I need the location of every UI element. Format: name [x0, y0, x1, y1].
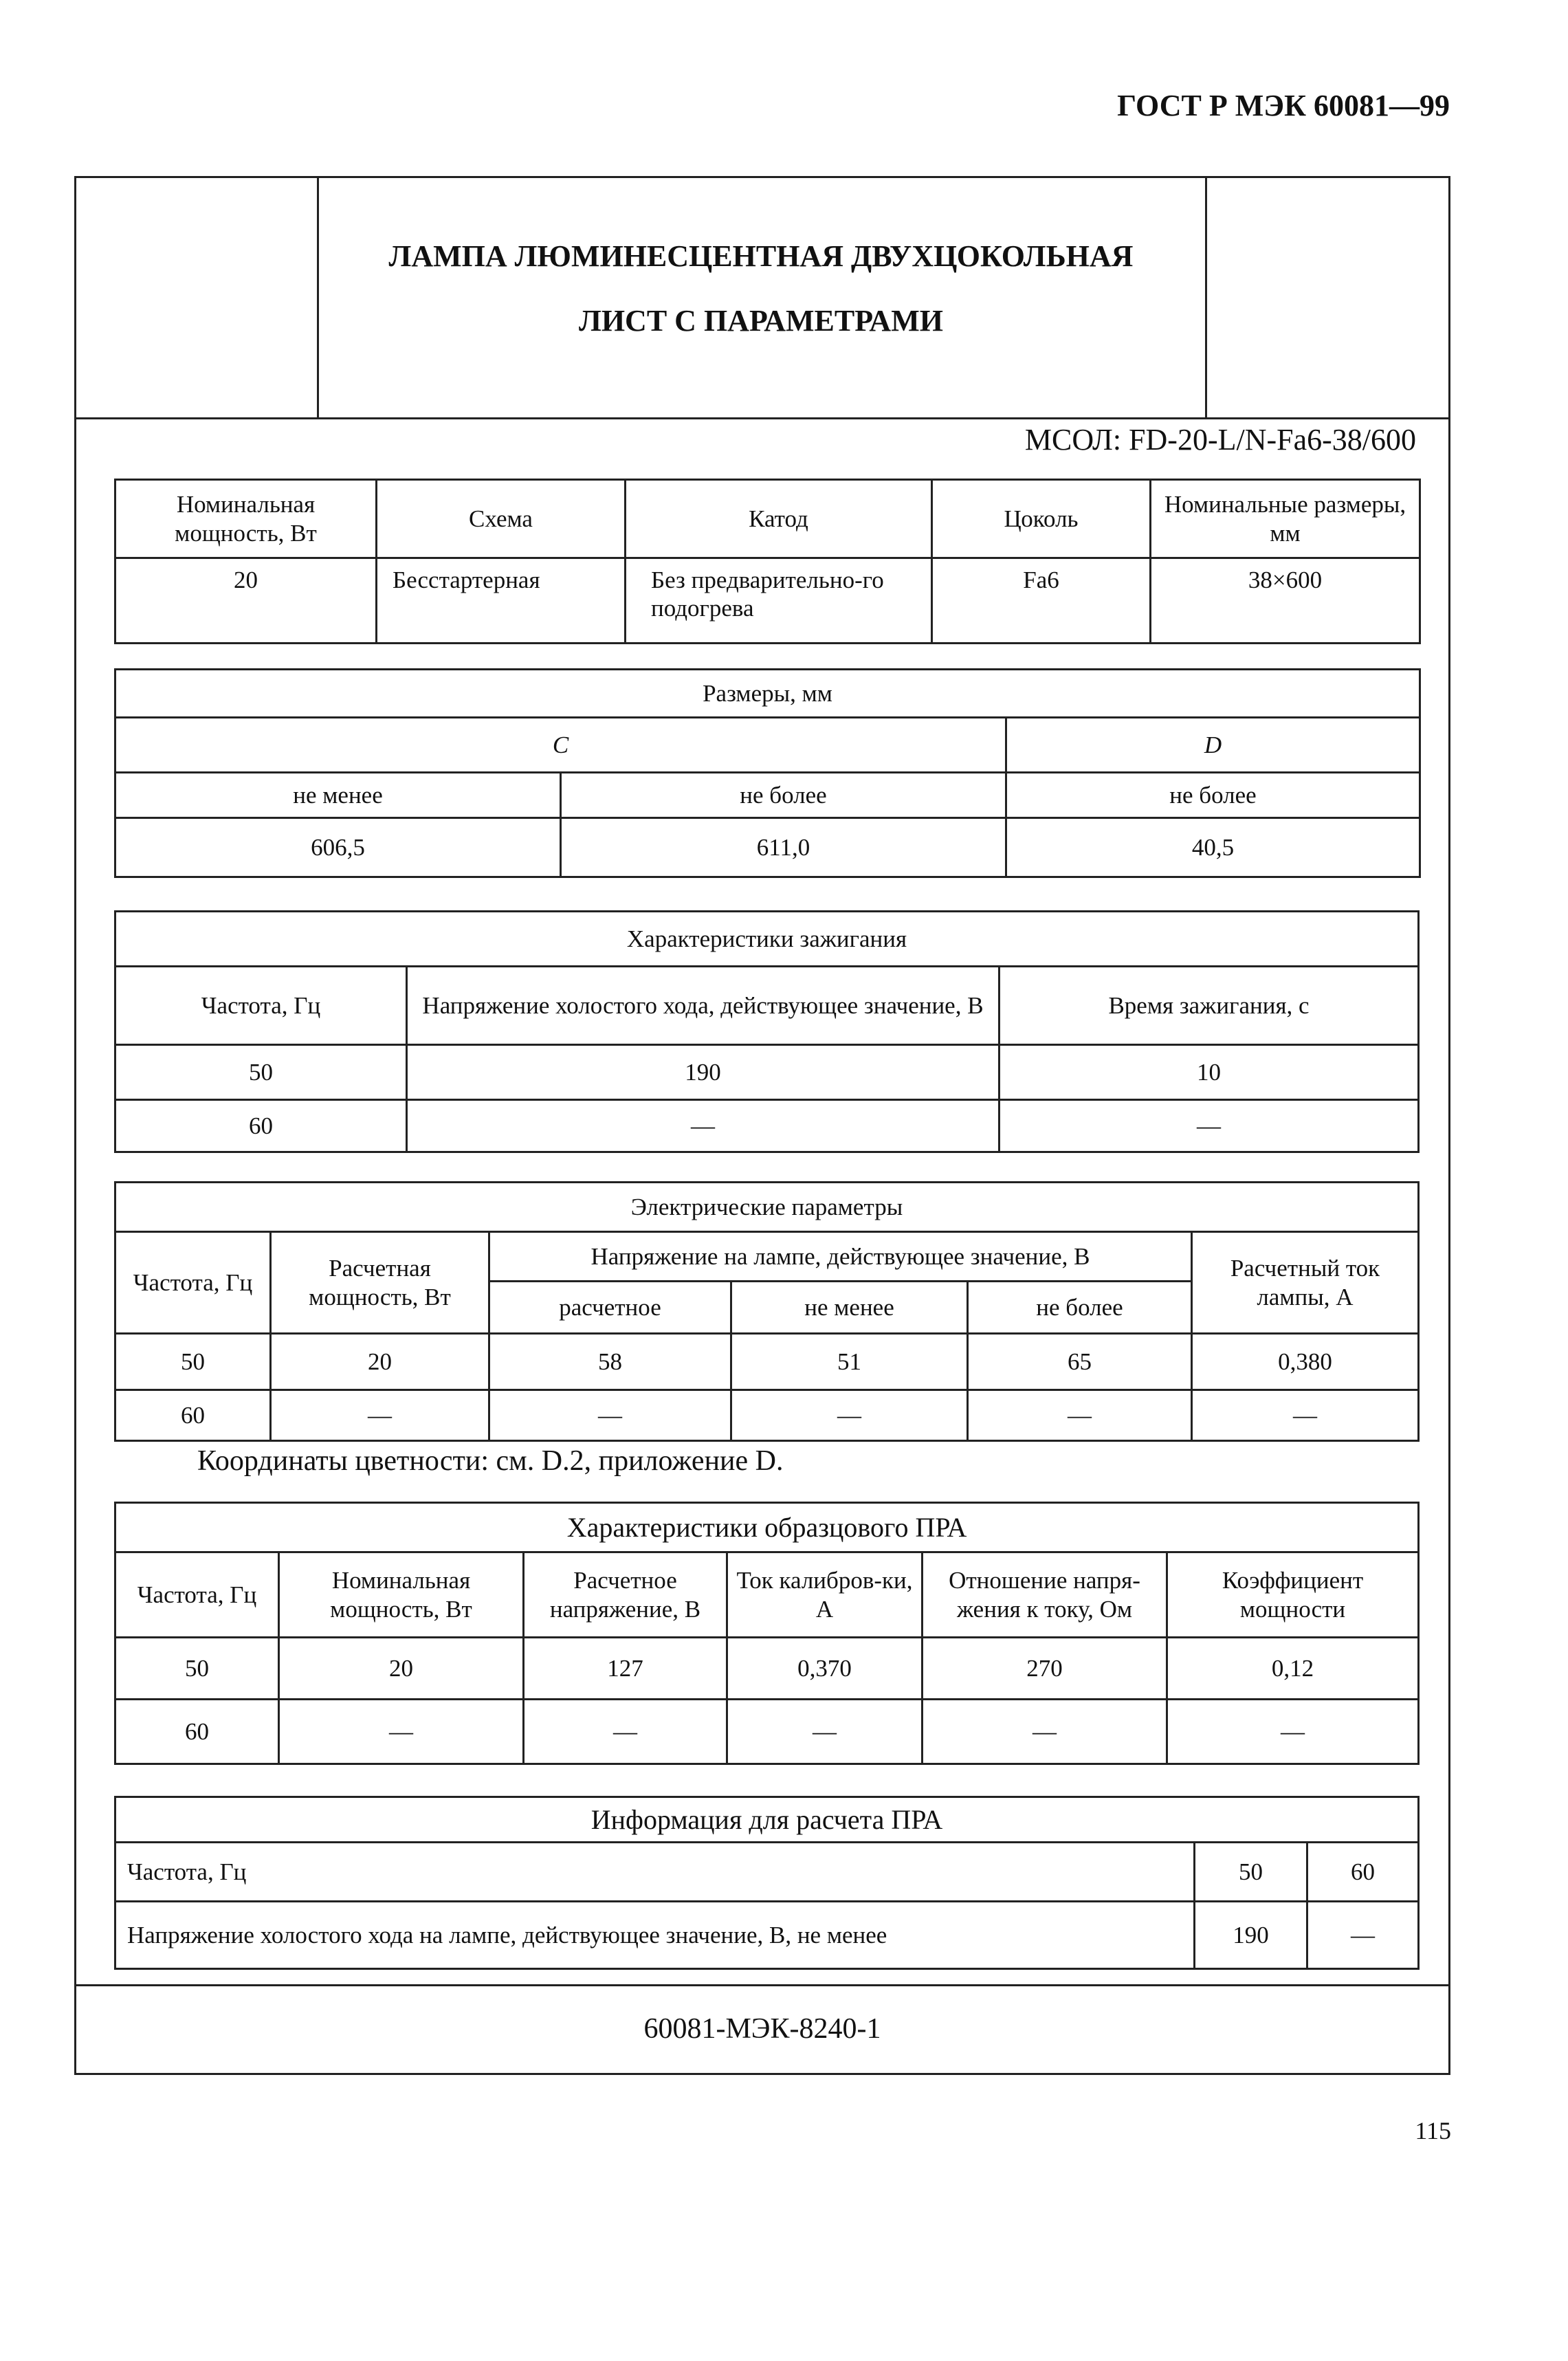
table-cell: 611,0 — [561, 818, 1006, 877]
table-cell: 51 — [731, 1334, 968, 1390]
table-title: Информация для расчета ПРА — [115, 1797, 1419, 1843]
header-cell: Расчетное напряжение, В — [524, 1552, 727, 1638]
table-cell: 0,370 — [727, 1638, 923, 1700]
table-title: Электрические параметры — [115, 1183, 1419, 1232]
header-cell: Напряжение на лампе, действующее значение, В — [489, 1232, 1192, 1282]
table-cell: — — [1167, 1700, 1419, 1764]
header-cell: Схема — [377, 480, 626, 558]
lamp-code: МСОЛ: FD-20-L/N-Fa6-38/600 — [1024, 423, 1416, 457]
standard-header: ГОСТ Р МЭК 60081—99 — [1117, 89, 1450, 122]
header-cell: не более — [561, 773, 1006, 818]
header-cell: Цоколь — [932, 480, 1151, 558]
table-cell: 38×600 — [1151, 558, 1420, 644]
header-cell: не более — [1006, 773, 1420, 818]
header-cell: Катод — [626, 480, 932, 558]
table-cell: 60 — [115, 1700, 279, 1764]
title-band — [76, 178, 1448, 419]
table-cell: 127 — [524, 1638, 727, 1700]
table-cell: 606,5 — [115, 818, 561, 877]
table-cell: 10 — [1000, 1045, 1419, 1100]
header-cell: не менее — [731, 1282, 968, 1334]
table-cell: — — [489, 1390, 731, 1441]
header-cell: Расчетная мощность, Вт — [271, 1232, 489, 1334]
table-title: Характеристики зажигания — [115, 912, 1419, 967]
table-cell: 20 — [115, 558, 377, 644]
header-cell: Отношение напря-жения к току, Ом — [923, 1552, 1167, 1638]
table-cell: 0,380 — [1192, 1334, 1419, 1390]
table-cell: 190 — [1195, 1902, 1307, 1969]
dimension-c-label: C — [115, 718, 1006, 773]
table-cell: Fa6 — [932, 558, 1151, 644]
chromaticity-note: Координаты цветности: см. D.2, приложение D. — [197, 1445, 784, 1477]
header-cell: Частота, Гц — [115, 1232, 271, 1334]
footer-band — [76, 1984, 1448, 2073]
page-number: 115 — [1415, 2117, 1451, 2144]
table-cell: Частота, Гц — [115, 1843, 1195, 1902]
ballast-info-table — [114, 1796, 1420, 1970]
dimension-d-label: D — [1006, 718, 1420, 773]
reference-ballast-table — [114, 1502, 1420, 1765]
table-cell: 20 — [271, 1334, 489, 1390]
table-cell: 50 — [115, 1638, 279, 1700]
table-title: Размеры, мм — [115, 670, 1420, 718]
table-title: Характеристики образцового ПРА — [115, 1503, 1419, 1552]
sheet-title: ЛАМПА ЛЮМИНЕСЦЕНТНАЯ ДВУХЦОКОЛЬНАЯ — [388, 239, 1134, 273]
table-cell: — — [524, 1700, 727, 1764]
table-cell: Без предварительно-го подогрева — [626, 558, 932, 644]
table-cell: 0,12 — [1167, 1638, 1419, 1700]
table-cell: 60 — [115, 1100, 407, 1152]
header-cell: Коэффициент мощности — [1167, 1552, 1419, 1638]
table-cell: 50 — [1195, 1843, 1307, 1902]
table-cell: 50 — [115, 1334, 271, 1390]
title-divider-left — [317, 178, 319, 417]
header-cell: Напряжение холостого хода, действующее значение, В — [407, 967, 1000, 1045]
table-cell: — — [1000, 1100, 1419, 1152]
table-cell: — — [407, 1100, 1000, 1152]
electrical-table — [114, 1181, 1420, 1442]
ignition-table — [114, 910, 1420, 1153]
table-cell: 60 — [115, 1390, 271, 1441]
table-cell: — — [727, 1700, 923, 1764]
table-cell: 50 — [115, 1045, 407, 1100]
table-cell: 190 — [407, 1045, 1000, 1100]
table-cell: 60 — [1307, 1843, 1419, 1902]
table-cell: Бесстартерная — [377, 558, 626, 644]
table-cell: 65 — [968, 1334, 1192, 1390]
table-cell: — — [923, 1700, 1167, 1764]
table-cell: — — [1307, 1902, 1419, 1969]
header-cell: Номинальная мощность, Вт — [115, 480, 377, 558]
header-cell: Время зажигания, с — [1000, 967, 1419, 1045]
sheet-number: 60081-МЭК-8240-1 — [643, 2013, 881, 2045]
table-cell: — — [968, 1390, 1192, 1441]
header-cell: Номинальные размеры, мм — [1151, 480, 1420, 558]
header-cell: Частота, Гц — [115, 967, 407, 1045]
table-cell: 40,5 — [1006, 818, 1420, 877]
header-cell: расчетное — [489, 1282, 731, 1334]
table-cell: 270 — [923, 1638, 1167, 1700]
table-cell: 20 — [279, 1638, 524, 1700]
header-cell: Ток калибров-ки, А — [727, 1552, 923, 1638]
table-cell: Напряжение холостого хода на лампе, действующее значение, В, не менее — [115, 1902, 1195, 1969]
sheet-subtitle: ЛИСТ С ПАРАМЕТРАМИ — [579, 304, 943, 338]
dimensions-table — [114, 668, 1421, 878]
table-cell: — — [1192, 1390, 1419, 1441]
header-cell: Частота, Гц — [115, 1552, 279, 1638]
table-cell: 58 — [489, 1334, 731, 1390]
table-cell: — — [271, 1390, 489, 1441]
header-cell: не более — [968, 1282, 1192, 1334]
title-divider-right — [1205, 178, 1207, 417]
main-parameters-table — [114, 479, 1421, 644]
header-cell: не менее — [115, 773, 561, 818]
header-cell: Номинальная мощность, Вт — [279, 1552, 524, 1638]
header-cell: Расчетный ток лампы, А — [1192, 1232, 1419, 1334]
table-cell: — — [731, 1390, 968, 1441]
table-cell: — — [279, 1700, 524, 1764]
